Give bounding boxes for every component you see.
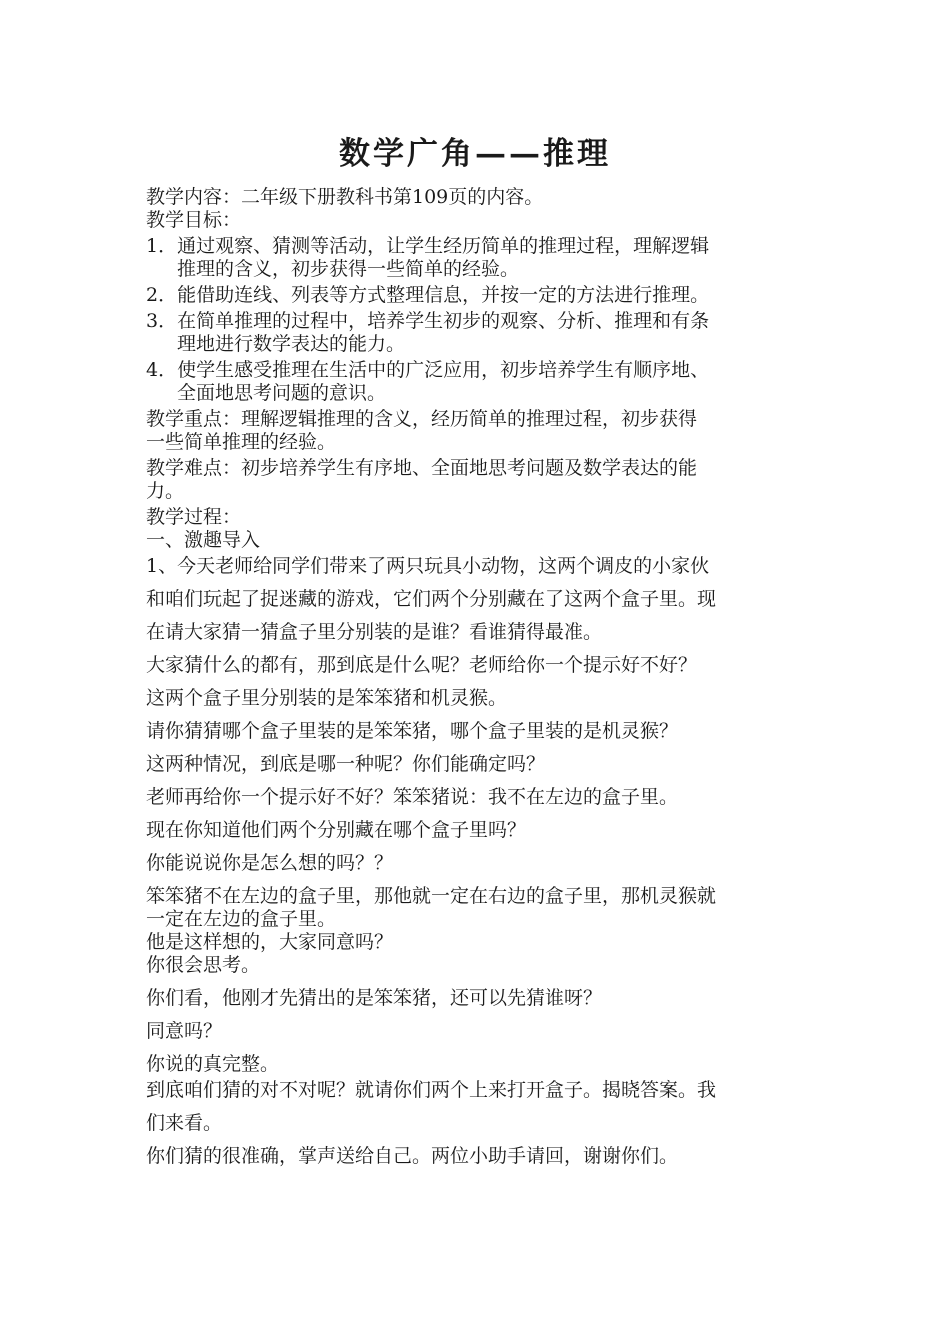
text-line: 全面地思考问题的意识。 bbox=[177, 382, 387, 404]
text-line: 这两种情况，到底是哪一种呢？你们能确定吗？ bbox=[146, 753, 546, 775]
text-line: 1、今天老师给同学们带来了两只玩具小动物，这两个调皮的小家伙 bbox=[146, 555, 710, 577]
text-line: 教学内容：二年级下册教科书第109页的内容。 bbox=[146, 186, 544, 208]
text-line: 他是这样想的，大家同意吗？ bbox=[146, 931, 394, 953]
text-line: 4．使学生感受推理在生活中的广泛应用，初步培养学生有顺序地、 bbox=[146, 359, 710, 381]
text-line: 一定在左边的盒子里。 bbox=[146, 908, 337, 930]
text-line: 教学难点：初步培养学生有序地、全面地思考问题及数学表达的能 bbox=[146, 457, 698, 479]
document-body bbox=[146, 186, 826, 1168]
text-line: 你能说说你是怎么想的吗？？ bbox=[146, 852, 394, 874]
text-line: 2．能借助连线、列表等方式整理信息，并按一定的方法进行推理。 bbox=[146, 284, 710, 306]
text-line: 老师再给你一个提示好不好？笨笨猪说：我不在左边的盒子里。 bbox=[146, 786, 679, 808]
text-line: 到底咱们猜的对不对呢？就请你们两个上来打开盒子。揭晓答案。我 bbox=[146, 1079, 717, 1101]
text-line: 现在你知道他们两个分别藏在哪个盒子里吗？ bbox=[146, 819, 527, 841]
text-line: 这两个盒子里分别装的是笨笨猪和机灵猴。 bbox=[146, 687, 508, 709]
document-title: 数学广角——推理 bbox=[339, 136, 611, 172]
text-line: 教学目标： bbox=[146, 209, 242, 231]
text-line: 教学重点：理解逻辑推理的含义，经历简单的推理过程，初步获得 bbox=[146, 408, 698, 430]
text-line: 和咱们玩起了捉迷藏的游戏，它们两个分别藏在了这两个盒子里。现 bbox=[146, 588, 717, 610]
text-line: 力。 bbox=[146, 480, 185, 502]
text-line: 在请大家猜一猜盒子里分别装的是谁？看谁猜得最准。 bbox=[146, 621, 603, 643]
text-line: 一、激趣导入 bbox=[146, 529, 261, 551]
text-line: 一些简单推理的经验。 bbox=[146, 431, 337, 453]
text-line: 们来看。 bbox=[146, 1112, 223, 1134]
text-line: 教学过程： bbox=[146, 506, 242, 528]
text-line: 1．通过观察、猜测等活动，让学生经历简单的推理过程，理解逻辑 bbox=[146, 235, 710, 257]
text-line: 你们猜的很准确，掌声送给自己。两位小助手请回，谢谢你们。 bbox=[146, 1145, 679, 1167]
text-line: 3．在简单推理的过程中，培养学生初步的观察、分析、推理和有条 bbox=[146, 310, 710, 332]
text-line: 请你猜猜哪个盒子里装的是笨笨猪，哪个盒子里装的是机灵猴？ bbox=[146, 720, 679, 742]
text-line: 大家猜什么的都有，那到底是什么呢？老师给你一个提示好不好？ bbox=[146, 654, 698, 676]
text-line: 你们看，他刚才先猜出的是笨笨猪，还可以先猜谁呀？ bbox=[146, 987, 603, 1009]
text-line: 理地进行数学表达的能力。 bbox=[177, 333, 406, 355]
text-line: 推理的含义，初步获得一些简单的经验。 bbox=[177, 258, 520, 280]
text-line: 同意吗？ bbox=[146, 1020, 223, 1042]
text-line: 笨笨猪不在左边的盒子里，那他就一定在右边的盒子里，那机灵猴就 bbox=[146, 885, 717, 907]
text-line: 你很会思考。 bbox=[146, 954, 261, 976]
text-line: 你说的真完整。 bbox=[146, 1053, 280, 1075]
